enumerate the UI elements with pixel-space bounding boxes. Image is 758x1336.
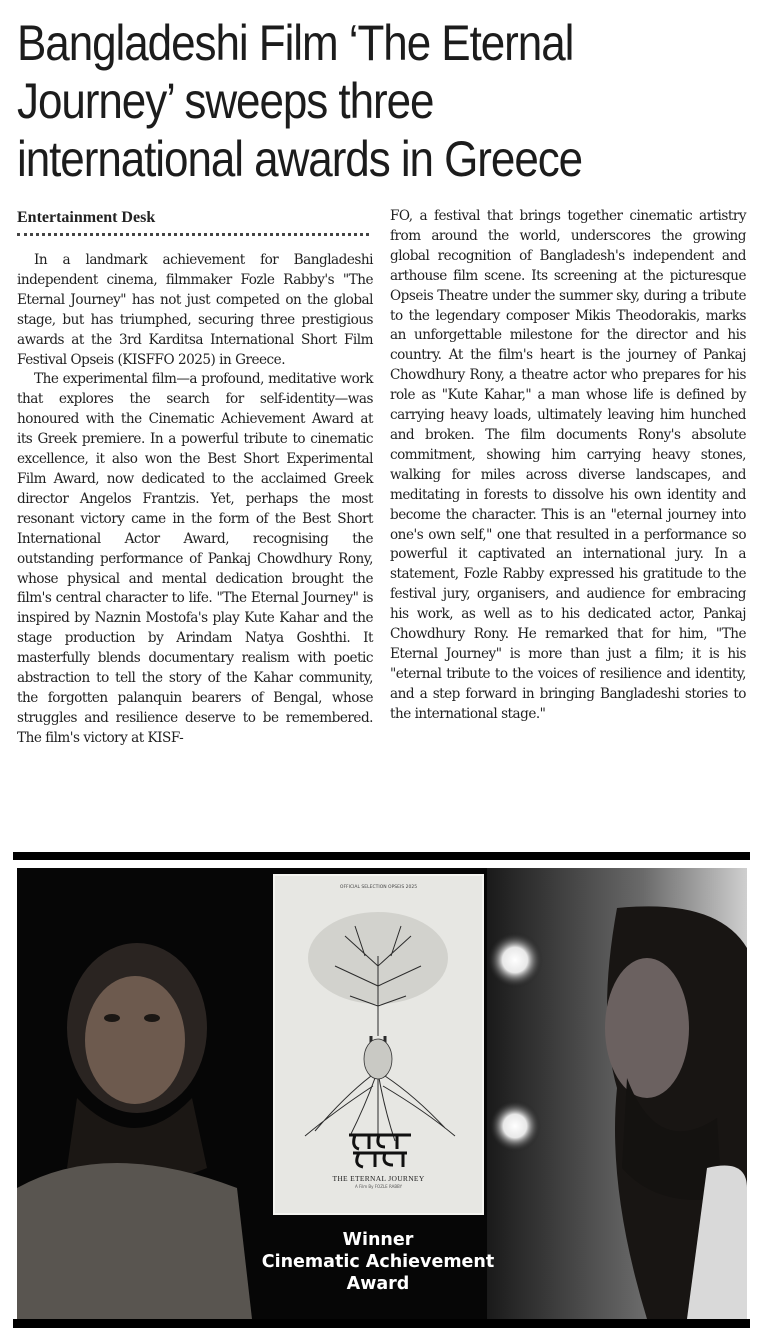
poster-title: THE ETERNAL JOURNEY xyxy=(332,1174,425,1183)
article-column-right xyxy=(390,207,746,725)
tree-illustration xyxy=(275,896,482,1146)
article-photo xyxy=(17,868,747,1319)
byline-divider xyxy=(17,233,369,236)
poster-credit: A Film By FOZLE RABBY xyxy=(354,1184,403,1189)
award-line: Award xyxy=(346,1274,410,1294)
award-caption xyxy=(247,1229,509,1295)
paragraph: FO, a festival that brings together cinematic artistry from around the world, underscores the growing global recognition of Bangladesh's independent and arthouse film scene. Its screening at the picturesque Opseis Theatre under the summer sky, during a tribute to the legendary composer Mikis Theodorakis, marks an unforgettable milestone for the director and his country. At the film's heart is the journey of Pankaj Chowdhury Rony, a theatre actor who prepares for his role as "Kute Kahar," a man whose life is defined by carrying heavy loads, ultimately leaving him hunched and broken. The film documents Rony's absolute commitment, showing him carrying heavy stones, walking for miles across diverse landscapes, and meditating in forests to dissolve his own identity and become the character. This is an "eternal journey into one's own self," one that resulted in a performance so powerful it captivated an international jury. In a statement, Fozle Rabby expressed his gratitude to the festival jury, organisers, and audience for embracing his work, as well as to his dedicated actor, Pankaj Chowdhury Rony. He remarked that for him, "The Eternal Journey" is more than just a film; it is his "eternal tribute to the voices of resilience and identity, and a step forward in bringing Bangladeshi stories to the international stage." xyxy=(390,208,746,722)
film-poster xyxy=(273,874,484,1215)
paragraph: In a landmark achievement for Bangladeshi independent cinema, filmmaker Fozle Rabby's "The Eternal Journey" has not just competed on the global stage, but has triumphed, securing three prestigious awards at the 3rd Karditsa International Short Film Festival Opseis (KISFFO 2025) in Greece. xyxy=(17,252,373,368)
article-column-left xyxy=(17,251,373,749)
award-line: Winner xyxy=(342,1230,414,1250)
headline: Bangladeshi Film ‘The Eternal Journey’ sweeps three international awards in Greece xyxy=(17,15,583,187)
light-bulb-icon xyxy=(487,932,543,988)
poster-festival-text: OFFICIAL SELECTION OPSEIS 2025 xyxy=(339,885,418,890)
photo-border-bottom xyxy=(13,1319,750,1328)
paragraph: The experimental film—a profound, meditative work that explores the search for self-identity—was honoured with the Cinematic Achievement Award at its Greek premiere. In a powerful tribute to cinematic excellence, it also won the Best Short Experimental Film Award, now dedicated to the acclaimed Greek director Angelos Frantzis. Yet, perhaps the most resonant victory came in the form of the Best Short International Actor Award, recognising the outstanding performance of Pankaj Chowdhury Rony, whose physical and mental dedication brought the film's central character to life. "The Eternal Journey" is inspired by Naznin Mostofa's play Kute Kahar and the stage production by Arindam Natya Goshthi. It masterfully blends documentary realism with poetic abstraction to tell the story of the Kahar community, the forgotten palanquin bearers of Bengal, whose struggles and resilience deserve to be remembered. The film's victory at KISF- xyxy=(17,371,373,746)
award-line: Cinematic Achievement xyxy=(261,1252,495,1272)
photo-border-top xyxy=(13,852,750,860)
light-bulb-icon xyxy=(489,1100,541,1152)
bengali-title-logo xyxy=(345,1131,415,1169)
byline: Entertainment Desk xyxy=(17,209,156,226)
